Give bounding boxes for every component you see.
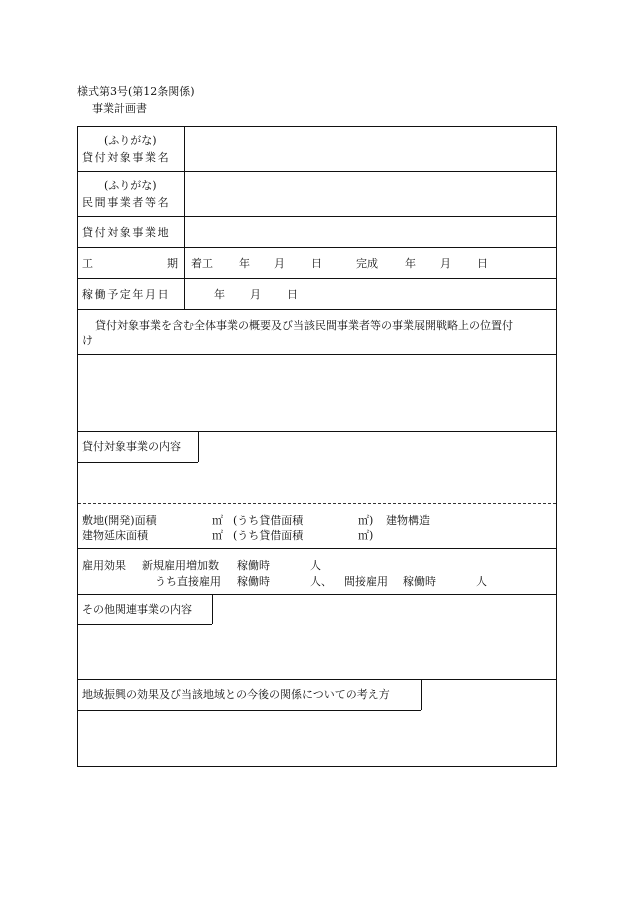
row-divider: [77, 278, 557, 279]
row-divider: [77, 354, 557, 355]
complete-month: 月: [440, 257, 451, 270]
content-label-box-bottom: [77, 462, 198, 463]
document-title: 事業計画書: [92, 102, 147, 115]
regional-effect-label: 地域振興の効果及び当該地域との今後の関係についての考え方: [82, 688, 390, 701]
new-hire-operating: 稼働時: [237, 559, 270, 572]
label-column-divider: [184, 126, 185, 309]
start-year: 年: [239, 257, 250, 270]
direct-hire-person: 人、: [310, 575, 332, 588]
direct-hire-operating: 稼働時: [237, 575, 270, 588]
row-divider: [77, 548, 557, 549]
new-hire-label: 新規雇用増加数: [142, 559, 219, 572]
related-label-box-right: [212, 594, 213, 624]
row-divider: [77, 431, 557, 432]
floor-area-unit: ㎡: [212, 529, 223, 542]
project-location-label: 貸付対象事業地: [82, 226, 171, 239]
private-operator-name-label: 民間事業者等名: [82, 196, 171, 209]
operation-month: 月: [250, 288, 261, 301]
form-number: 様式第3号(第12条関係): [77, 85, 195, 98]
row-divider: [77, 216, 557, 217]
row-divider: [77, 309, 557, 310]
furigana-label: (ふりがな): [104, 179, 157, 192]
period-label-left: 工: [82, 257, 93, 270]
related-projects-label: その他関連事業の内容: [82, 603, 192, 616]
site-loan-area-open: (うち貸借面積: [233, 514, 304, 527]
start-day: 日: [311, 257, 322, 270]
indirect-hire-operating: 稼働時: [403, 575, 436, 588]
content-field[interactable]: [78, 464, 554, 502]
complete-label: 完成: [356, 257, 378, 270]
indirect-hire-label: 間接雇用: [344, 575, 388, 588]
site-loan-area-close: ㎡): [358, 514, 374, 527]
overview-text-line1: 貸付対象事業を含む全体事業の概要及び当該民間事業者等の事業展開戦略上の位置付: [95, 319, 513, 332]
building-structure-label: 建物構造: [386, 514, 430, 527]
project-location-field[interactable]: [186, 218, 554, 246]
period-label-right: 期: [167, 257, 178, 270]
indirect-hire-person: 人: [476, 575, 487, 588]
direct-hire-label: うち直接雇用: [155, 575, 221, 588]
floor-area-label: 建物延床面積: [82, 529, 148, 542]
overview-text-line2: け: [82, 334, 93, 347]
operation-day: 日: [287, 288, 298, 301]
operation-date-label: 稼働予定年月日: [82, 288, 171, 301]
row-divider: [77, 247, 557, 248]
furigana-label: (ふりがな): [104, 134, 157, 147]
related-projects-field[interactable]: [78, 626, 554, 678]
content-label: 貸付対象事業の内容: [82, 440, 181, 453]
complete-day: 日: [477, 257, 488, 270]
row-divider: [77, 171, 557, 172]
floor-loan-area-close: ㎡): [358, 529, 374, 542]
start-month: 月: [274, 257, 285, 270]
start-label: 着工: [191, 257, 213, 270]
new-hire-person: 人: [310, 559, 321, 572]
regional-effect-field[interactable]: [78, 712, 554, 764]
regional-label-box-bottom: [77, 710, 421, 711]
site-area-label: 敷地(開発)面積: [82, 514, 157, 527]
related-label-box-bottom: [77, 624, 212, 625]
site-area-unit: ㎡: [212, 514, 223, 527]
loan-project-name-label: 貸付対象事業名: [82, 151, 171, 164]
overview-field[interactable]: [78, 356, 554, 430]
row-divider: [77, 679, 557, 680]
private-operator-name-field[interactable]: [186, 173, 554, 215]
floor-loan-area-open: (うち貸借面積: [233, 529, 304, 542]
operation-year: 年: [214, 288, 225, 301]
dashed-divider: [78, 503, 556, 504]
employment-label: 雇用効果: [82, 559, 126, 572]
row-divider: [77, 594, 557, 595]
regional-label-box-right: [421, 679, 422, 710]
complete-year: 年: [405, 257, 416, 270]
content-label-box-right: [198, 431, 199, 462]
loan-project-name-field[interactable]: [186, 128, 554, 170]
